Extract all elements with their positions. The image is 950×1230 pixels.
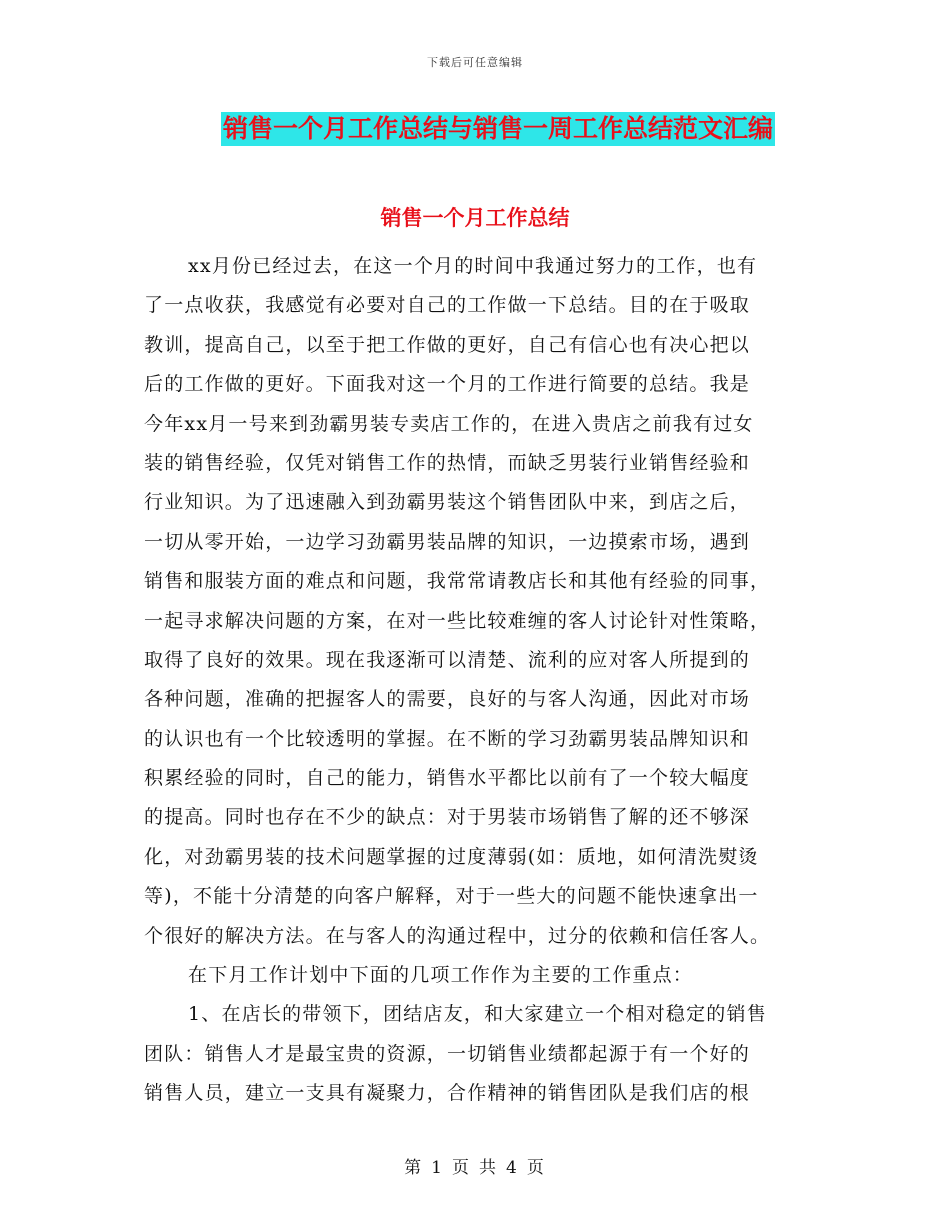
body-line: 的认识也有一个比较透明的掌握。在不断的学习劲霸男装品牌知识和 <box>144 727 751 750</box>
body-line: 等)，不能十分清楚的向客户解释，对于一些大的问题不能快速拿出一 <box>144 885 759 908</box>
footer-label-total: 共 <box>479 1158 498 1178</box>
page-header-note: 下载后可任意编辑 <box>427 56 523 69</box>
document-title-wrapper <box>0 112 950 146</box>
section-title: 销售一个月工作总结 <box>380 206 570 230</box>
body-line: 各种问题，准确的把握客人的需要，良好的与客人沟通，因此对市场 <box>144 688 751 711</box>
body-line: 1、在店长的带领下，团结店友，和大家建立一个相对稳定的销售 <box>188 1003 767 1026</box>
footer-page-number: 1 <box>431 1158 444 1178</box>
body-line: 了一点收获，我感觉有必要对自己的工作做一下总结。目的在于吸取 <box>144 294 751 317</box>
body-line: 一起寻求解决问题的方案，在对一些比较难缠的客人讨论针对性策略， <box>144 609 771 632</box>
body-line: 积累经验的同时，自己的能力，销售水平都比以前有了一个较大幅度 <box>144 767 751 790</box>
footer-label-unit: 页 <box>452 1158 471 1178</box>
body-line: 在下月工作计划中下面的几项工作作为主要的工作重点： <box>188 964 694 987</box>
body-line: 个很好的解决方法。在与客人的沟通过程中，过分的依赖和信任客人。 <box>144 924 771 947</box>
body-line: 取得了良好的效果。现在我逐渐可以清楚、流利的应对客人所提到的 <box>144 648 751 671</box>
body-line: 装的销售经验，仅凭对销售工作的热情，而缺乏男装行业销售经验和 <box>144 451 751 474</box>
body-line: 团队：销售人才是最宝贵的资源，一切销售业绩都起源于有一个好的 <box>144 1042 751 1065</box>
document-body <box>144 247 812 1114</box>
body-line: 销售和服装方面的难点和问题，我常常请教店长和其他有经验的同事， <box>144 570 771 593</box>
body-line: 教训，提高自己，以至于把工作做的更好，自己有信心也有决心把以 <box>144 333 751 356</box>
body-line: 行业知识。为了迅速融入到劲霸男装这个销售团队中来，到店之后， <box>144 491 751 514</box>
body-line: 后的工作做的更好。下面我对这一个月的工作进行简要的总结。我是 <box>144 373 751 396</box>
body-line: 一切从零开始，一边学习劲霸男装品牌的知识，一边摸索市场，遇到 <box>144 530 751 553</box>
body-line: 销售人员，建立一支具有凝聚力，合作精神的销售团队是我们店的根 <box>144 1082 751 1105</box>
body-line: 化，对劲霸男装的技术问题掌握的过度薄弱(如：质地，如何清洗熨烫 <box>144 845 759 868</box>
footer-total-pages: 4 <box>506 1158 519 1178</box>
footer-label-unit-2: 页 <box>526 1158 546 1178</box>
body-line: xx月份已经过去，在这一个月的时间中我通过努力的工作，也有 <box>188 255 758 277</box>
footer-label-page: 第 <box>404 1158 424 1178</box>
document-title: 销售一个月工作总结与销售一周工作总结范文汇编 <box>221 112 775 146</box>
body-line: 的提高。同时也存在不少的缺点：对于男装市场销售了解的还不够深 <box>144 806 751 829</box>
body-line: 今年xx月一号来到劲霸男装专卖店工作的，在进入贵店之前我有过女 <box>144 412 754 435</box>
page-footer <box>0 1153 950 1178</box>
